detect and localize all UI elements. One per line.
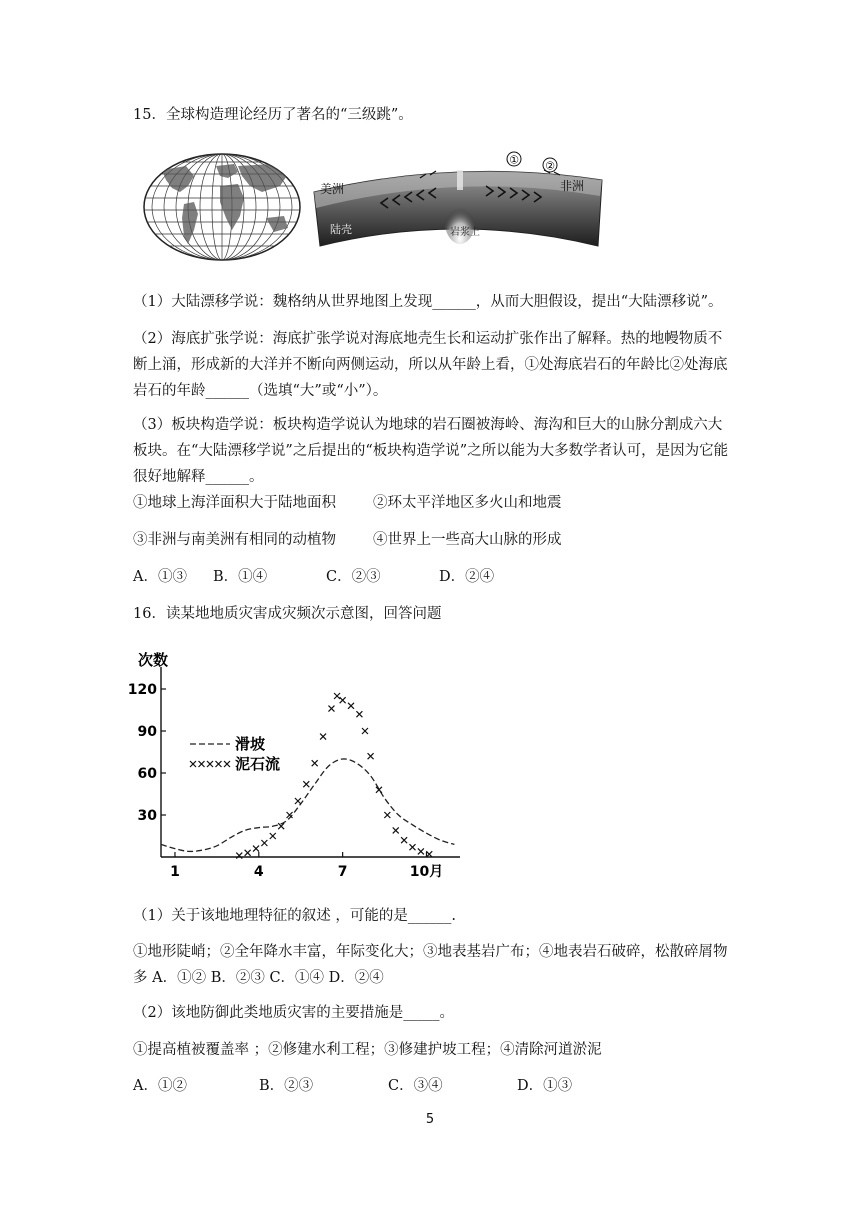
marker-1-label: ①	[509, 153, 519, 167]
debris-flow-point	[253, 846, 259, 852]
legend-cross	[224, 761, 230, 767]
y-tick-label: 30	[137, 808, 157, 824]
q16-part2: （2）该地防御此类地质灾害的主要措施是_____。	[133, 1005, 454, 1021]
q16-choice-b: B．②③	[259, 1078, 314, 1094]
debris-flow-point	[418, 848, 424, 854]
q15-part3: （3）板块构造学说：板块构造学说认为地球的岩石圈被海岭、海沟和巨大的山脉分割成六大板块。在“大陆漂移学说”之后提出的“板块构造学说”之所以能为大多数学者认可，是因为它能很好地解释______。	[133, 417, 729, 485]
disaster-frequency-chart	[128, 645, 468, 881]
debris-flow-point	[245, 850, 251, 856]
debris-flow-point	[376, 787, 382, 793]
debris-flow-point	[362, 728, 368, 734]
debris-flow-point	[328, 706, 334, 712]
africa-label: 非洲	[560, 179, 585, 193]
seafloor-spreading-diagram	[308, 150, 608, 248]
debris-flow-point	[401, 837, 407, 843]
page-number: 5	[425, 1112, 435, 1127]
debris-flow-point	[261, 840, 267, 846]
q15-option-2: ②环太平洋地区多火山和地震	[373, 495, 562, 511]
q16-choice-d: D．①③	[517, 1078, 573, 1094]
debris-flow-point	[426, 851, 432, 857]
legend-debris-flow-swatch	[190, 761, 230, 767]
debris-flow-point	[356, 711, 362, 717]
q16-title: 16．读某地地质灾害成灾频次示意图，回答问题	[133, 606, 442, 622]
debris-flow-point	[393, 827, 399, 833]
q16-choice-a: A．①②	[133, 1078, 187, 1094]
world-map-globe	[142, 152, 302, 262]
america-label: 美洲	[320, 182, 345, 196]
x-tick-label: 10月	[409, 864, 444, 880]
y-axis-label: 次数	[138, 651, 169, 669]
legend-debris-flow-label: 泥石流	[235, 755, 281, 773]
x-tick-label: 7	[337, 864, 348, 880]
debris-flow-point	[409, 844, 415, 850]
legend-landslide-label: 滑坡	[235, 735, 266, 753]
y-tick-label: 90	[137, 724, 157, 740]
marker-2-label: ②	[545, 159, 555, 173]
debris-flow-point	[334, 693, 340, 699]
q16-part1: （1）关于该地地理特征的叙述 ，可能的是______.	[133, 908, 456, 924]
q15-choice-d: D．②④	[439, 569, 495, 585]
q15-option-4: ④世界上一些高大山脉的形成	[373, 532, 562, 548]
debris-flow-point	[270, 833, 276, 839]
q16-choice-c: C．③④	[388, 1078, 443, 1094]
q15-option-1: ①地球上海洋面积大于陆地面积	[133, 495, 336, 511]
q15-option-3: ③非洲与南美洲有相同的动植物	[133, 532, 336, 548]
q15-part1: （1）大陆漂移学说：魏格纳从世界地图上发现______，从而大胆假设，提出“大陆漂移说”。	[133, 294, 723, 310]
q15-title: 15．全球构造理论经历了著名的“三级跳”。	[133, 107, 413, 123]
x-tick-label: 4	[253, 864, 264, 880]
debris-flow-point	[348, 703, 354, 709]
legend-cross	[207, 761, 213, 767]
legend-cross	[190, 761, 196, 767]
q16-part2-options: ①提高植被覆盖率 ；②修建水利工程；③修建护坡工程；④清除河道淤泥	[133, 1042, 602, 1058]
q15-part2: （2）海底扩张学说：海底扩张学说对海底地壳生长和运动扩张作出了解释。热的地幔物质不断上涌，形成新的大洋并不断向两侧运动，所以从年龄上看，①处海底岩石的年龄比②处海底岩石的年龄______（选填“大”或“小”）。	[133, 331, 728, 399]
q15-choice-c: C．②③	[326, 569, 381, 585]
debris-flow-point	[295, 798, 301, 804]
crust-label: 陆壳	[330, 223, 352, 236]
debris-flow-point	[320, 734, 326, 740]
x-tick-label: 1	[170, 864, 180, 880]
q15-choice-a: A．①③	[133, 569, 187, 585]
y-tick-label: 120	[128, 682, 157, 698]
debris-flow-point	[303, 781, 309, 787]
magma-label: 岩浆上	[450, 227, 480, 238]
debris-flow-point	[384, 812, 390, 818]
legend-cross	[216, 761, 222, 767]
debris-flow-point	[340, 697, 346, 703]
q15-choice-b: B．①④	[213, 569, 268, 585]
y-tick-label: 60	[137, 766, 157, 782]
q16-part1-options: ①地形陡峭；②全年降水丰富，年际变化大；③地表基岩广布；④地表岩石破碎，松散碎屑物多 A．①② B．②③ C．①④ D．②④	[133, 944, 728, 986]
debris-flow-point	[368, 753, 374, 759]
landslide-line	[161, 759, 454, 852]
debris-flow-point	[312, 760, 318, 766]
legend-cross	[199, 761, 205, 767]
